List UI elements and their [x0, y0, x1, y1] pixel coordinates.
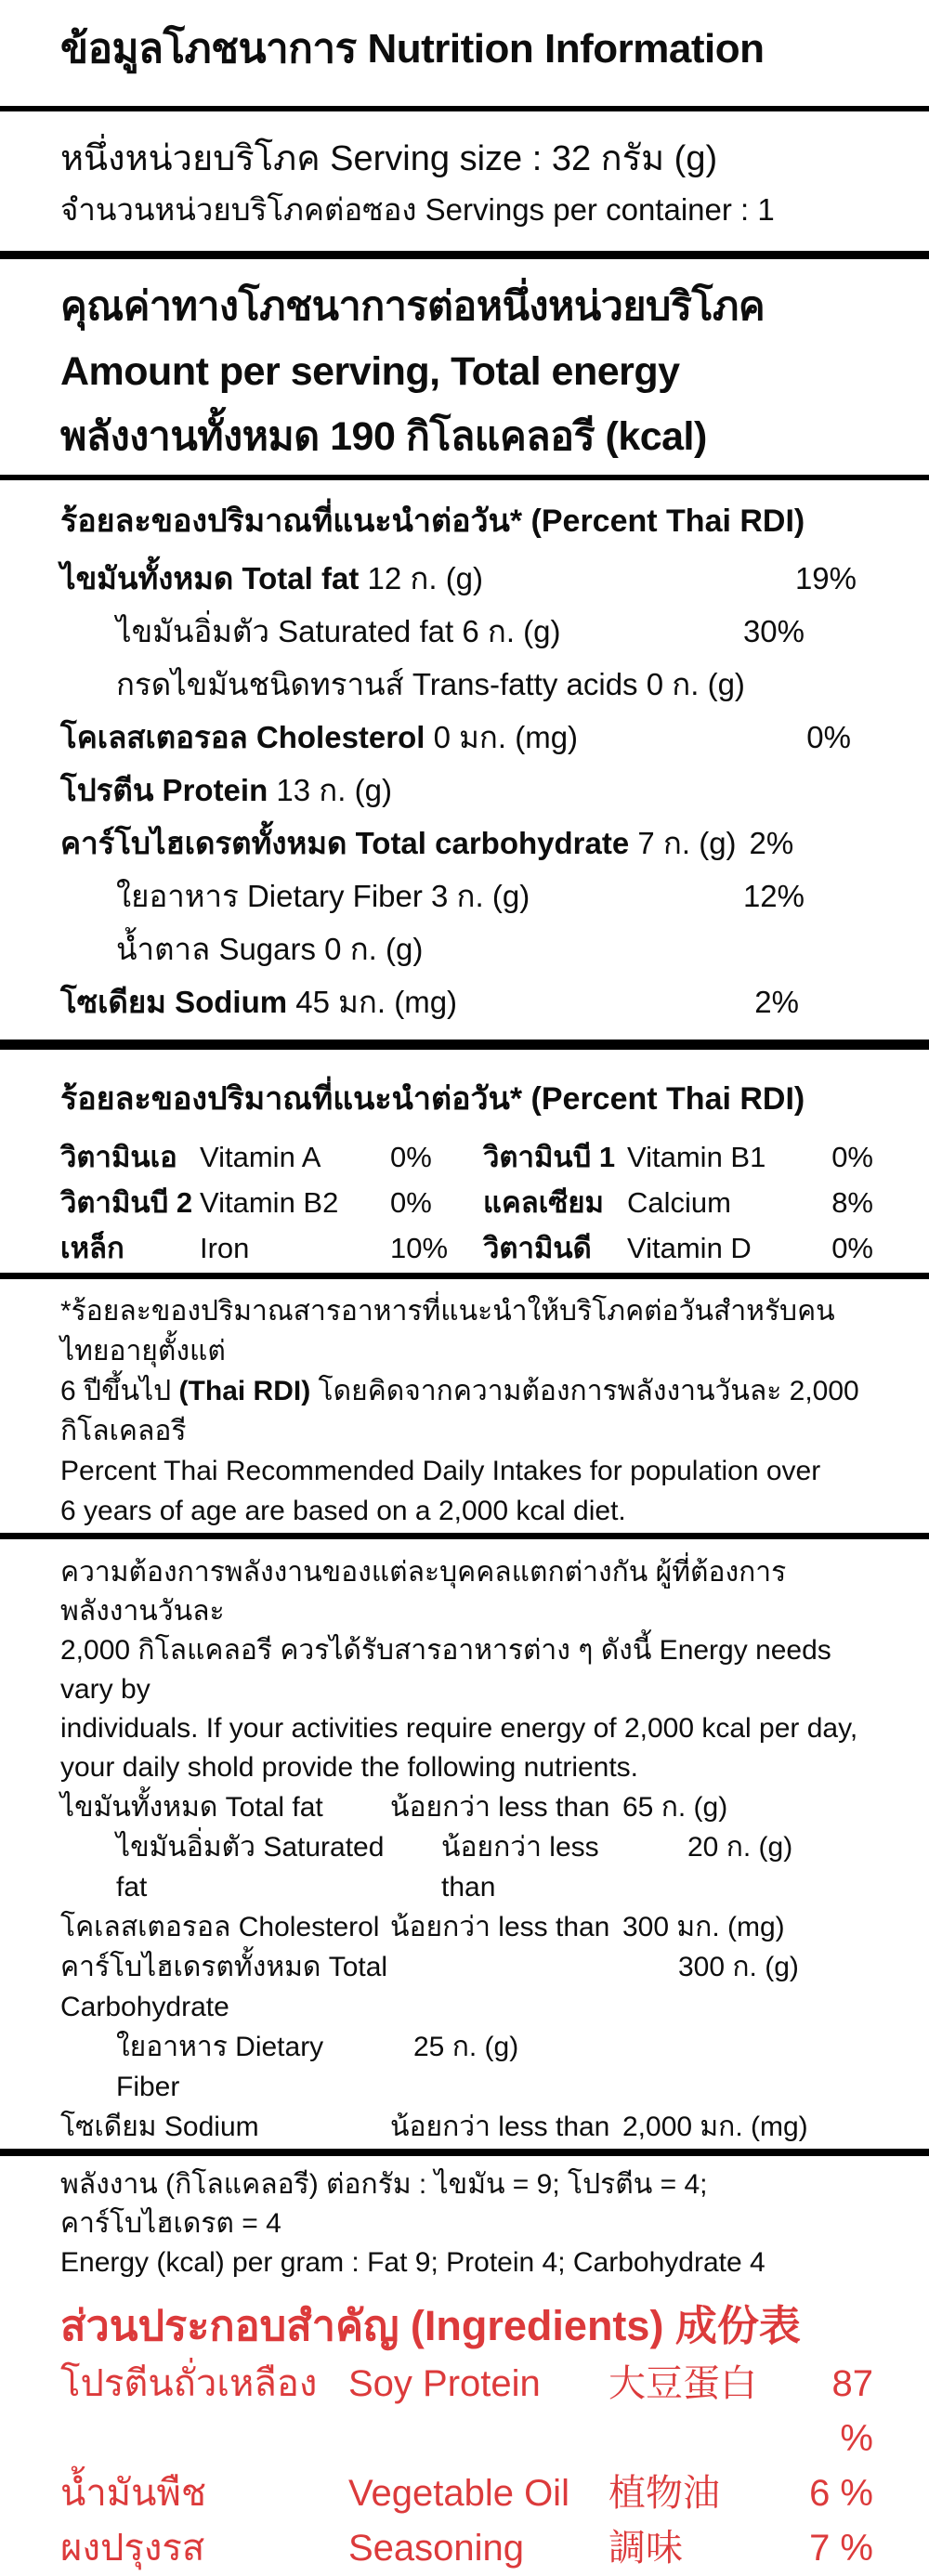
- daily-max-condition: น้อยกว่า less than: [390, 2112, 610, 2142]
- nutrient-row-sodium: [60, 975, 873, 1028]
- daily-max-row-cholesterol: [60, 1907, 873, 1947]
- nutrient-percent: 2%: [749, 826, 794, 860]
- nutrient-text: [60, 975, 457, 1028]
- percent-rdi-header: ร้อยละของปริมาณที่แนะนำต่อวัน* (Percent Thai RDI): [60, 503, 805, 539]
- footnote-line: 6 years of age are based on a 2,000 kcal diet.: [60, 1496, 626, 1526]
- daily-max-amount: 300 มก. (mg): [622, 1912, 785, 1942]
- footnote-text: 6 ปีขึ้นไป: [60, 1376, 179, 1406]
- vitamin-name-thai: แคลเซียม: [483, 1186, 604, 1219]
- daily-max-amount: [622, 2027, 873, 2107]
- daily-max-amount: 300 ก. (g): [678, 1952, 799, 1982]
- nutrient-row-cholesterol: [60, 711, 873, 764]
- daily-max-name: ใยอาหาร Dietary Fiber: [116, 2032, 324, 2102]
- amount-per-serving-block: [0, 274, 929, 469]
- nutrient-percent: 0%: [806, 720, 851, 754]
- ingredient-name-en: Seasoning: [348, 2528, 525, 2569]
- section-divider: [0, 106, 929, 111]
- nutrient-text: [60, 552, 483, 605]
- daily-max-amount: 65 ก. (g): [622, 1792, 728, 1823]
- daily-max-condition: [390, 1947, 622, 2027]
- nutrient-row-dietary-fiber: [60, 870, 873, 922]
- ingredient-row-seasoning: [60, 2521, 873, 2576]
- nutrient-amount: 7 ก. (g): [637, 826, 737, 860]
- daily-max-condition: น้อยกว่า less than: [390, 1912, 610, 1942]
- servings-per-container-line: จำนวนหน่วยบริโภคต่อซอง Servings per container : 1: [60, 192, 775, 227]
- nutrient-percent: 12%: [742, 879, 805, 913]
- ingredient-percent: 87 %: [831, 2363, 873, 2459]
- nutrient-text: [116, 870, 530, 922]
- vitamin-name-thai: เหล็ก: [60, 1232, 124, 1264]
- nutrient-amount: 0 ก. (g): [324, 932, 424, 966]
- energy-needs-line: individuals. If your activities require energy of 2,000 kcal per day,: [60, 1713, 858, 1744]
- rdi-footnote: [0, 1291, 929, 1531]
- vitamin-table: [0, 1134, 929, 1271]
- ingredient-name-thai: โปรตีนถั่วเหลือง: [60, 2363, 318, 2404]
- vitamin-percent: 0%: [831, 1141, 873, 1173]
- vitamin-name-en: Vitamin B1: [627, 1141, 766, 1173]
- ingredients-header: ส่วนประกอบสำคัญ (Ingredients) 成份表: [60, 2302, 801, 2349]
- nutrient-amount: 12 ก. (g): [367, 561, 484, 595]
- nutrient-amount: 45 มก. (mg): [295, 985, 458, 1019]
- nutrient-amount: 0 ก. (g): [646, 667, 745, 701]
- daily-max-name: โคเลสเตอรอล Cholesterol: [60, 1912, 380, 1942]
- nutrient-row-sugars: [60, 922, 873, 975]
- daily-max-amount: 20 ก. (g): [687, 1832, 793, 1863]
- daily-max-table: [0, 1787, 929, 2147]
- amount-per-serving-thai: คุณค่าทางโภชนาการต่อหนึ่งหน่วยบริโภค: [60, 284, 765, 329]
- section-divider: [0, 1273, 929, 1279]
- vitamin-name-thai: วิตามินเอ: [60, 1141, 177, 1173]
- daily-max-condition: น้อยกว่า less than: [390, 1792, 610, 1823]
- daily-max-row-sodium: [60, 2107, 873, 2147]
- energy-needs-line: ความต้องการพลังงานของแต่ละบุคคลแตกต่างกัน ผู้ที่ต้องการพลังงานวันละ: [60, 1557, 787, 1627]
- nutrient-row-trans-fat: [60, 658, 873, 711]
- vitamin-percent: 10%: [390, 1232, 449, 1264]
- footnote-text: โดยคิดจากความต้องการพลังงานวันละ 2,000 กิโลเคลอรี: [60, 1376, 859, 1446]
- section-divider: [0, 1040, 929, 1050]
- daily-max-name: คาร์โบไฮเดรตทั้งหมด Total Carbohydrate: [60, 1952, 388, 2022]
- nutrient-text: [60, 764, 392, 817]
- ingredient-name-en: Vegetable Oil: [348, 2473, 569, 2514]
- ingredient-percent: 7 %: [809, 2528, 873, 2569]
- daily-max-row-total-carbohydrate: [60, 1947, 873, 2027]
- daily-max-name: ไขมันทั้งหมด Total fat: [60, 1792, 323, 1823]
- nutrient-text: [116, 658, 745, 711]
- energy-per-gram-note: [0, 2165, 929, 2282]
- footnote-line: *ร้อยละของปริมาณสารอาหารที่แนะนำให้บริโภคต่อวันสำหรับคนไทยอายุตั้งแต่: [60, 1296, 835, 1366]
- ingredient-name-cn: 調味: [608, 2528, 683, 2569]
- nutrient-name: ไขมันอิ่มตัว Saturated fat: [116, 614, 454, 648]
- vitamin-name-thai: วิตามินดี: [483, 1232, 592, 1264]
- nutrient-percent: 30%: [742, 614, 805, 648]
- nutrient-row-total-carbohydrate: [60, 817, 873, 870]
- nutrient-name: กรดไขมันชนิดทรานส์ Trans-fatty acids: [116, 667, 638, 701]
- nutrient-amount: 6 ก. (g): [462, 614, 561, 648]
- nutrient-name: ใยอาหาร Dietary Fiber: [116, 879, 423, 913]
- energy-per-gram-thai: พลังงาน (กิโลแคลอรี) ต่อกรัม : ไขมัน = 9; โปรตีน = 4; คาร์โบไฮเดรต = 4: [60, 2169, 708, 2239]
- ingredient-row-soy-protein: [60, 2357, 873, 2466]
- nutrient-row-saturated-fat: [60, 605, 873, 658]
- daily-max-amount: 2,000 มก. (mg): [622, 2112, 808, 2142]
- vitamin-name-en: Vitamin B2: [200, 1186, 339, 1219]
- energy-needs-note: [0, 1553, 929, 1787]
- daily-max-name: โซเดียม Sodium: [60, 2112, 259, 2142]
- serving-size-line: หนึ่งหน่วยบริโภค Serving size : 32 กรัม (g): [60, 139, 718, 178]
- nutrient-text: [116, 605, 560, 658]
- energy-per-gram-en: Energy (kcal) per gram : Fat 9; Protein 4; Carbohydrate 4: [60, 2247, 765, 2278]
- nutrient-row-total-fat: [60, 552, 873, 605]
- section-divider: [0, 475, 929, 480]
- daily-max-row-dietary-fiber: [60, 2027, 873, 2107]
- energy-needs-line: your daily shold provide the following nutrients.: [60, 1752, 639, 1783]
- energy-needs-line: 2,000 กิโลแคลอรี ควรได้รับสารอาหารต่าง ๆ ดังนี้ Energy needs vary by: [60, 1635, 831, 1705]
- ingredients-table: [0, 2357, 929, 2576]
- vitamins-percent-rdi-header: ร้อยละของปริมาณที่แนะนำต่อวัน* (Percent Thai RDI): [60, 1081, 805, 1117]
- section-divider: [0, 2149, 929, 2156]
- vitamin-percent: 0%: [390, 1186, 432, 1219]
- footnote-line: Percent Thai Recommended Daily Intakes for population over: [60, 1456, 821, 1486]
- nutrient-name: โซเดียม Sodium: [60, 985, 288, 1019]
- nutrient-text: [60, 817, 737, 870]
- amount-per-serving-en: Amount per serving, Total energy: [60, 349, 680, 394]
- nutrient-row-protein: [60, 764, 873, 817]
- nutrient-name: คาร์โบไฮเดรตทั้งหมด Total carbohydrate: [60, 826, 630, 860]
- nutrient-percent: 19%: [794, 561, 857, 595]
- page-title: ข้อมูลโภชนาการ Nutrition Information: [60, 26, 765, 72]
- nutrient-amount: 13 ก. (g): [276, 773, 392, 807]
- ingredient-name-en: Soy Protein: [348, 2363, 541, 2404]
- footnote-line: [60, 1371, 873, 1451]
- vitamin-name-en: Vitamin D: [627, 1232, 752, 1264]
- vitamin-name-en: Vitamin A: [200, 1141, 321, 1173]
- ingredient-percent: 6 %: [809, 2473, 873, 2514]
- vitamin-percent: 8%: [831, 1186, 873, 1219]
- daily-max-condition: 25 ก. (g): [413, 2032, 519, 2062]
- ingredient-name-cn: 大豆蛋白: [608, 2363, 757, 2404]
- nutrient-name: ไขมันทั้งหมด Total fat: [60, 561, 360, 595]
- vitamin-name-thai: วิตามินบี 2: [60, 1186, 193, 1219]
- thai-rdi-label: (Thai RDI): [178, 1376, 311, 1406]
- nutrition-label: [0, 22, 929, 2569]
- daily-max-row-saturated-fat: [60, 1827, 873, 1907]
- nutrient-text: [60, 711, 578, 764]
- vitamin-name-en: Iron: [200, 1232, 250, 1264]
- nutrient-percent: 2%: [754, 985, 799, 1019]
- nutrient-name: น้ำตาล Sugars: [116, 932, 316, 966]
- daily-max-name: ไขมันอิ่มตัว Saturated fat: [116, 1832, 385, 1903]
- nutrient-amount: 0 มก. (mg): [433, 720, 579, 754]
- vitamin-name-en: Calcium: [627, 1186, 731, 1219]
- daily-max-condition: น้อยกว่า less than: [441, 1832, 599, 1903]
- section-divider: [0, 251, 929, 259]
- daily-max-row-total-fat: [60, 1787, 873, 1827]
- ingredient-name-thai: น้ำมันพืช: [60, 2473, 207, 2514]
- vitamin-percent: 0%: [831, 1232, 873, 1264]
- section-divider: [0, 1533, 929, 1539]
- total-energy-line: พลังงานทั้งหมด 190 กิโลแคลอรี (kcal): [60, 414, 707, 459]
- ingredient-row-vegetable-oil: [60, 2466, 873, 2521]
- nutrient-name: โปรตีน Protein: [60, 773, 268, 807]
- ingredient-name-thai: ผงปรุงรส: [60, 2528, 205, 2569]
- nutrient-amount: 3 ก. (g): [431, 879, 530, 913]
- vitamin-name-thai: วิตามินบี 1: [483, 1141, 616, 1173]
- nutrient-table: [0, 552, 929, 1028]
- vitamin-percent: 0%: [390, 1141, 432, 1173]
- nutrient-text: [116, 922, 423, 975]
- ingredient-name-cn: 植物油: [608, 2473, 720, 2514]
- nutrient-name: โคเลสเตอรอล Cholesterol: [60, 720, 425, 754]
